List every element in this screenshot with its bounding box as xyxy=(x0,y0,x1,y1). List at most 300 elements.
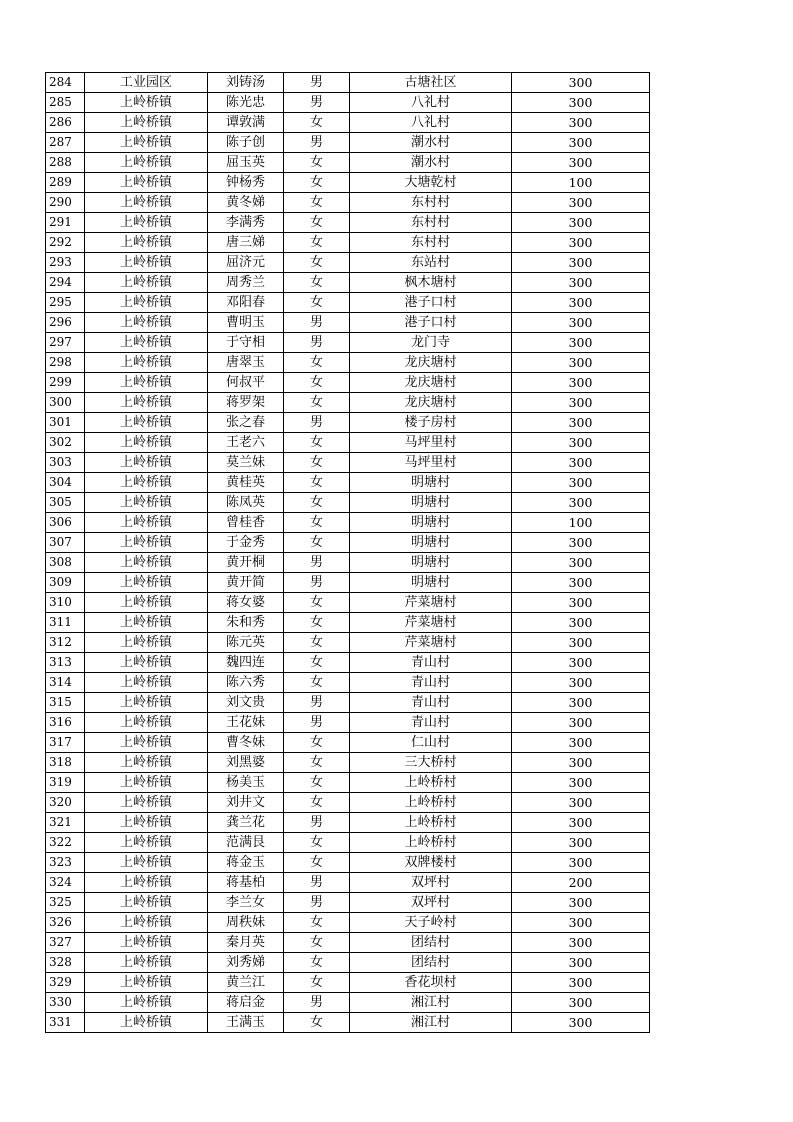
town-cell: 上岭桥镇 xyxy=(85,213,208,233)
amount-cell: 300 xyxy=(512,133,650,153)
village-cell: 明塘村 xyxy=(350,553,512,573)
person-name-cell: 屈玉英 xyxy=(208,153,284,173)
amount-cell: 300 xyxy=(512,953,650,973)
person-name-cell: 陈子创 xyxy=(208,133,284,153)
table-row xyxy=(46,313,650,333)
gender-cell: 男 xyxy=(284,813,350,833)
amount-cell: 300 xyxy=(512,713,650,733)
village-cell: 青山村 xyxy=(350,653,512,673)
amount-cell: 300 xyxy=(512,753,650,773)
person-name-cell: 蒋启金 xyxy=(208,993,284,1013)
town-cell: 上岭桥镇 xyxy=(85,173,208,193)
person-name-cell: 黄桂英 xyxy=(208,473,284,493)
row-number-cell: 328 xyxy=(46,953,85,973)
row-number-cell: 286 xyxy=(46,113,85,133)
table-row xyxy=(46,453,650,473)
table-row xyxy=(46,713,650,733)
row-number-cell: 321 xyxy=(46,813,85,833)
table-row xyxy=(46,73,650,93)
gender-cell: 女 xyxy=(284,913,350,933)
gender-cell: 女 xyxy=(284,1013,350,1033)
table-row xyxy=(46,673,650,693)
gender-cell: 女 xyxy=(284,773,350,793)
gender-cell: 女 xyxy=(284,433,350,453)
row-number-cell: 308 xyxy=(46,553,85,573)
row-number-cell: 312 xyxy=(46,633,85,653)
amount-cell: 300 xyxy=(512,413,650,433)
row-number-cell: 311 xyxy=(46,613,85,633)
village-cell: 东村村 xyxy=(350,193,512,213)
village-cell: 团结村 xyxy=(350,933,512,953)
table-row xyxy=(46,513,650,533)
village-cell: 双牌楼村 xyxy=(350,853,512,873)
table-row xyxy=(46,153,650,173)
town-cell: 上岭桥镇 xyxy=(85,433,208,453)
gender-cell: 女 xyxy=(284,213,350,233)
gender-cell: 女 xyxy=(284,793,350,813)
table-row xyxy=(46,773,650,793)
row-number-cell: 325 xyxy=(46,893,85,913)
village-cell: 港子口村 xyxy=(350,293,512,313)
amount-cell: 300 xyxy=(512,913,650,933)
row-number-cell: 294 xyxy=(46,273,85,293)
table-row xyxy=(46,633,650,653)
village-cell: 八礼村 xyxy=(350,113,512,133)
town-cell: 上岭桥镇 xyxy=(85,753,208,773)
gender-cell: 女 xyxy=(284,953,350,973)
amount-cell: 300 xyxy=(512,633,650,653)
amount-cell: 300 xyxy=(512,293,650,313)
gender-cell: 女 xyxy=(284,633,350,653)
row-number-cell: 291 xyxy=(46,213,85,233)
person-name-cell: 刘井文 xyxy=(208,793,284,813)
village-cell: 龙庆塘村 xyxy=(350,353,512,373)
amount-cell: 300 xyxy=(512,373,650,393)
gender-cell: 女 xyxy=(284,293,350,313)
gender-cell: 女 xyxy=(284,533,350,553)
table-row xyxy=(46,433,650,453)
amount-cell: 300 xyxy=(512,1013,650,1033)
table-row xyxy=(46,793,650,813)
village-cell: 古塘社区 xyxy=(350,73,512,93)
amount-cell: 300 xyxy=(512,473,650,493)
table-row xyxy=(46,493,650,513)
village-cell: 湘江村 xyxy=(350,993,512,1013)
gender-cell: 女 xyxy=(284,673,350,693)
village-cell: 青山村 xyxy=(350,713,512,733)
row-number-cell: 303 xyxy=(46,453,85,473)
town-cell: 上岭桥镇 xyxy=(85,353,208,373)
town-cell: 上岭桥镇 xyxy=(85,793,208,813)
table-row xyxy=(46,133,650,153)
table-row xyxy=(46,593,650,613)
gender-cell: 女 xyxy=(284,113,350,133)
town-cell: 上岭桥镇 xyxy=(85,773,208,793)
amount-cell: 300 xyxy=(512,833,650,853)
gender-cell: 女 xyxy=(284,273,350,293)
amount-cell: 100 xyxy=(512,173,650,193)
town-cell: 上岭桥镇 xyxy=(85,513,208,533)
amount-cell: 300 xyxy=(512,333,650,353)
amount-cell: 300 xyxy=(512,993,650,1013)
gender-cell: 女 xyxy=(284,853,350,873)
amount-cell: 300 xyxy=(512,853,650,873)
row-number-cell: 293 xyxy=(46,253,85,273)
person-name-cell: 陈六秀 xyxy=(208,673,284,693)
amount-cell: 300 xyxy=(512,573,650,593)
amount-cell: 300 xyxy=(512,73,650,93)
person-name-cell: 陈凤英 xyxy=(208,493,284,513)
gender-cell: 女 xyxy=(284,593,350,613)
town-cell: 上岭桥镇 xyxy=(85,553,208,573)
village-cell: 芹菜塘村 xyxy=(350,633,512,653)
village-cell: 双坪村 xyxy=(350,893,512,913)
amount-cell: 100 xyxy=(512,513,650,533)
row-number-cell: 296 xyxy=(46,313,85,333)
table-row xyxy=(46,533,650,553)
gender-cell: 女 xyxy=(284,393,350,413)
village-cell: 马坪里村 xyxy=(350,433,512,453)
row-number-cell: 316 xyxy=(46,713,85,733)
amount-cell: 300 xyxy=(512,673,650,693)
table-row xyxy=(46,873,650,893)
gender-cell: 男 xyxy=(284,693,350,713)
village-cell: 大塘乾村 xyxy=(350,173,512,193)
amount-cell: 300 xyxy=(512,653,650,673)
table-row xyxy=(46,573,650,593)
town-cell: 上岭桥镇 xyxy=(85,913,208,933)
village-cell: 枫木塘村 xyxy=(350,273,512,293)
village-cell: 龙门寺 xyxy=(350,333,512,353)
amount-cell: 300 xyxy=(512,733,650,753)
table-row xyxy=(46,853,650,873)
town-cell: 上岭桥镇 xyxy=(85,253,208,273)
table-row xyxy=(46,373,650,393)
person-name-cell: 黄开简 xyxy=(208,573,284,593)
village-cell: 东村村 xyxy=(350,213,512,233)
row-number-cell: 287 xyxy=(46,133,85,153)
gender-cell: 男 xyxy=(284,73,350,93)
gender-cell: 男 xyxy=(284,133,350,153)
town-cell: 上岭桥镇 xyxy=(85,453,208,473)
person-name-cell: 范满艮 xyxy=(208,833,284,853)
table-row xyxy=(46,813,650,833)
person-name-cell: 黄冬娣 xyxy=(208,193,284,213)
gender-cell: 男 xyxy=(284,873,350,893)
person-name-cell: 蒋基柏 xyxy=(208,873,284,893)
row-number-cell: 310 xyxy=(46,593,85,613)
table-row xyxy=(46,213,650,233)
gender-cell: 女 xyxy=(284,253,350,273)
amount-cell: 300 xyxy=(512,493,650,513)
row-number-cell: 313 xyxy=(46,653,85,673)
town-cell: 上岭桥镇 xyxy=(85,693,208,713)
table-row xyxy=(46,333,650,353)
person-name-cell: 张之春 xyxy=(208,413,284,433)
gender-cell: 男 xyxy=(284,313,350,333)
table-row xyxy=(46,973,650,993)
village-cell: 龙庆塘村 xyxy=(350,373,512,393)
person-name-cell: 蒋金玉 xyxy=(208,853,284,873)
gender-cell: 女 xyxy=(284,833,350,853)
village-cell: 上岭桥村 xyxy=(350,793,512,813)
village-cell: 港子口村 xyxy=(350,313,512,333)
table-row xyxy=(46,733,650,753)
amount-cell: 300 xyxy=(512,233,650,253)
person-name-cell: 李满秀 xyxy=(208,213,284,233)
person-name-cell: 朱和秀 xyxy=(208,613,284,633)
gender-cell: 男 xyxy=(284,993,350,1013)
person-name-cell: 曾桂香 xyxy=(208,513,284,533)
town-cell: 上岭桥镇 xyxy=(85,633,208,653)
gender-cell: 女 xyxy=(284,733,350,753)
village-cell: 明塘村 xyxy=(350,493,512,513)
person-name-cell: 唐三娣 xyxy=(208,233,284,253)
gender-cell: 男 xyxy=(284,573,350,593)
row-number-cell: 300 xyxy=(46,393,85,413)
town-cell: 上岭桥镇 xyxy=(85,293,208,313)
person-name-cell: 于金秀 xyxy=(208,533,284,553)
village-cell: 八礼村 xyxy=(350,93,512,113)
row-number-cell: 298 xyxy=(46,353,85,373)
gender-cell: 男 xyxy=(284,333,350,353)
person-name-cell: 刘黑婆 xyxy=(208,753,284,773)
row-number-cell: 307 xyxy=(46,533,85,553)
table-row xyxy=(46,693,650,713)
row-number-cell: 319 xyxy=(46,773,85,793)
town-cell: 上岭桥镇 xyxy=(85,1013,208,1033)
person-name-cell: 杨美玉 xyxy=(208,773,284,793)
person-name-cell: 钟杨秀 xyxy=(208,173,284,193)
table-row xyxy=(46,473,650,493)
gender-cell: 男 xyxy=(284,93,350,113)
table-row xyxy=(46,273,650,293)
row-number-cell: 288 xyxy=(46,153,85,173)
row-number-cell: 309 xyxy=(46,573,85,593)
gender-cell: 女 xyxy=(284,473,350,493)
person-name-cell: 邓阳春 xyxy=(208,293,284,313)
amount-cell: 300 xyxy=(512,213,650,233)
village-cell: 马坪里村 xyxy=(350,453,512,473)
amount-cell: 300 xyxy=(512,93,650,113)
village-cell: 上岭桥村 xyxy=(350,833,512,853)
town-cell: 上岭桥镇 xyxy=(85,333,208,353)
gender-cell: 女 xyxy=(284,193,350,213)
amount-cell: 300 xyxy=(512,893,650,913)
village-cell: 明塘村 xyxy=(350,533,512,553)
amount-cell: 300 xyxy=(512,153,650,173)
town-cell: 上岭桥镇 xyxy=(85,653,208,673)
relief-roster-table xyxy=(45,72,650,1033)
table-row xyxy=(46,613,650,633)
row-number-cell: 295 xyxy=(46,293,85,313)
table-row xyxy=(46,993,650,1013)
row-number-cell: 315 xyxy=(46,693,85,713)
amount-cell: 300 xyxy=(512,533,650,553)
town-cell: 上岭桥镇 xyxy=(85,493,208,513)
town-cell: 上岭桥镇 xyxy=(85,593,208,613)
table-row xyxy=(46,753,650,773)
person-name-cell: 刘文贵 xyxy=(208,693,284,713)
table-row xyxy=(46,293,650,313)
amount-cell: 300 xyxy=(512,793,650,813)
table-row xyxy=(46,653,650,673)
row-number-cell: 284 xyxy=(46,73,85,93)
gender-cell: 女 xyxy=(284,513,350,533)
table-row xyxy=(46,553,650,573)
person-name-cell: 李兰女 xyxy=(208,893,284,913)
amount-cell: 300 xyxy=(512,433,650,453)
table-row xyxy=(46,953,650,973)
town-cell: 上岭桥镇 xyxy=(85,673,208,693)
person-name-cell: 何叔平 xyxy=(208,373,284,393)
row-number-cell: 330 xyxy=(46,993,85,1013)
village-cell: 团结村 xyxy=(350,953,512,973)
town-cell: 上岭桥镇 xyxy=(85,373,208,393)
village-cell: 芹菜塘村 xyxy=(350,593,512,613)
village-cell: 东村村 xyxy=(350,233,512,253)
row-number-cell: 304 xyxy=(46,473,85,493)
gender-cell: 女 xyxy=(284,233,350,253)
town-cell: 上岭桥镇 xyxy=(85,973,208,993)
person-name-cell: 周秀兰 xyxy=(208,273,284,293)
person-name-cell: 屈济元 xyxy=(208,253,284,273)
row-number-cell: 320 xyxy=(46,793,85,813)
row-number-cell: 324 xyxy=(46,873,85,893)
row-number-cell: 306 xyxy=(46,513,85,533)
village-cell: 龙庆塘村 xyxy=(350,393,512,413)
village-cell: 东站村 xyxy=(350,253,512,273)
table-body xyxy=(46,73,650,1033)
row-number-cell: 301 xyxy=(46,413,85,433)
gender-cell: 女 xyxy=(284,613,350,633)
village-cell: 仁山村 xyxy=(350,733,512,753)
town-cell: 上岭桥镇 xyxy=(85,813,208,833)
table-row xyxy=(46,173,650,193)
amount-cell: 300 xyxy=(512,593,650,613)
village-cell: 香花坝村 xyxy=(350,973,512,993)
village-cell: 双坪村 xyxy=(350,873,512,893)
row-number-cell: 317 xyxy=(46,733,85,753)
town-cell: 上岭桥镇 xyxy=(85,573,208,593)
row-number-cell: 327 xyxy=(46,933,85,953)
table-row xyxy=(46,113,650,133)
town-cell: 上岭桥镇 xyxy=(85,233,208,253)
table-row xyxy=(46,833,650,853)
person-name-cell: 王花妹 xyxy=(208,713,284,733)
village-cell: 天子岭村 xyxy=(350,913,512,933)
row-number-cell: 292 xyxy=(46,233,85,253)
row-number-cell: 289 xyxy=(46,173,85,193)
gender-cell: 女 xyxy=(284,173,350,193)
amount-cell: 300 xyxy=(512,613,650,633)
village-cell: 青山村 xyxy=(350,673,512,693)
gender-cell: 女 xyxy=(284,453,350,473)
person-name-cell: 周秩妹 xyxy=(208,913,284,933)
person-name-cell: 王满玉 xyxy=(208,1013,284,1033)
town-cell: 工业园区 xyxy=(85,73,208,93)
amount-cell: 300 xyxy=(512,393,650,413)
village-cell: 芹菜塘村 xyxy=(350,613,512,633)
gender-cell: 女 xyxy=(284,353,350,373)
amount-cell: 300 xyxy=(512,113,650,133)
town-cell: 上岭桥镇 xyxy=(85,273,208,293)
gender-cell: 女 xyxy=(284,933,350,953)
amount-cell: 300 xyxy=(512,313,650,333)
row-number-cell: 297 xyxy=(46,333,85,353)
person-name-cell: 秦月英 xyxy=(208,933,284,953)
amount-cell: 300 xyxy=(512,773,650,793)
gender-cell: 女 xyxy=(284,493,350,513)
town-cell: 上岭桥镇 xyxy=(85,113,208,133)
row-number-cell: 285 xyxy=(46,93,85,113)
village-cell: 上岭桥村 xyxy=(350,813,512,833)
table-row xyxy=(46,913,650,933)
town-cell: 上岭桥镇 xyxy=(85,133,208,153)
amount-cell: 300 xyxy=(512,973,650,993)
person-name-cell: 魏四连 xyxy=(208,653,284,673)
table-row xyxy=(46,353,650,373)
gender-cell: 女 xyxy=(284,653,350,673)
town-cell: 上岭桥镇 xyxy=(85,153,208,173)
table-row xyxy=(46,393,650,413)
row-number-cell: 322 xyxy=(46,833,85,853)
row-number-cell: 326 xyxy=(46,913,85,933)
table-row xyxy=(46,1013,650,1033)
person-name-cell: 陈光忠 xyxy=(208,93,284,113)
table-row xyxy=(46,93,650,113)
town-cell: 上岭桥镇 xyxy=(85,93,208,113)
amount-cell: 300 xyxy=(512,693,650,713)
amount-cell: 300 xyxy=(512,933,650,953)
table-row xyxy=(46,413,650,433)
row-number-cell: 305 xyxy=(46,493,85,513)
town-cell: 上岭桥镇 xyxy=(85,713,208,733)
town-cell: 上岭桥镇 xyxy=(85,313,208,333)
person-name-cell: 蒋罗架 xyxy=(208,393,284,413)
amount-cell: 300 xyxy=(512,813,650,833)
row-number-cell: 314 xyxy=(46,673,85,693)
person-name-cell: 谭敦满 xyxy=(208,113,284,133)
gender-cell: 男 xyxy=(284,553,350,573)
row-number-cell: 329 xyxy=(46,973,85,993)
table-row xyxy=(46,253,650,273)
table-row xyxy=(46,933,650,953)
row-number-cell: 299 xyxy=(46,373,85,393)
amount-cell: 300 xyxy=(512,553,650,573)
village-cell: 湘江村 xyxy=(350,1013,512,1033)
gender-cell: 女 xyxy=(284,373,350,393)
row-number-cell: 290 xyxy=(46,193,85,213)
amount-cell: 200 xyxy=(512,873,650,893)
town-cell: 上岭桥镇 xyxy=(85,873,208,893)
town-cell: 上岭桥镇 xyxy=(85,413,208,433)
town-cell: 上岭桥镇 xyxy=(85,933,208,953)
amount-cell: 300 xyxy=(512,273,650,293)
person-name-cell: 黄开桐 xyxy=(208,553,284,573)
person-name-cell: 王老六 xyxy=(208,433,284,453)
person-name-cell: 曹冬妹 xyxy=(208,733,284,753)
town-cell: 上岭桥镇 xyxy=(85,533,208,553)
village-cell: 青山村 xyxy=(350,693,512,713)
table-row xyxy=(46,893,650,913)
person-name-cell: 莫兰妹 xyxy=(208,453,284,473)
town-cell: 上岭桥镇 xyxy=(85,993,208,1013)
village-cell: 明塘村 xyxy=(350,513,512,533)
village-cell: 潮水村 xyxy=(350,133,512,153)
town-cell: 上岭桥镇 xyxy=(85,613,208,633)
village-cell: 上岭桥村 xyxy=(350,773,512,793)
